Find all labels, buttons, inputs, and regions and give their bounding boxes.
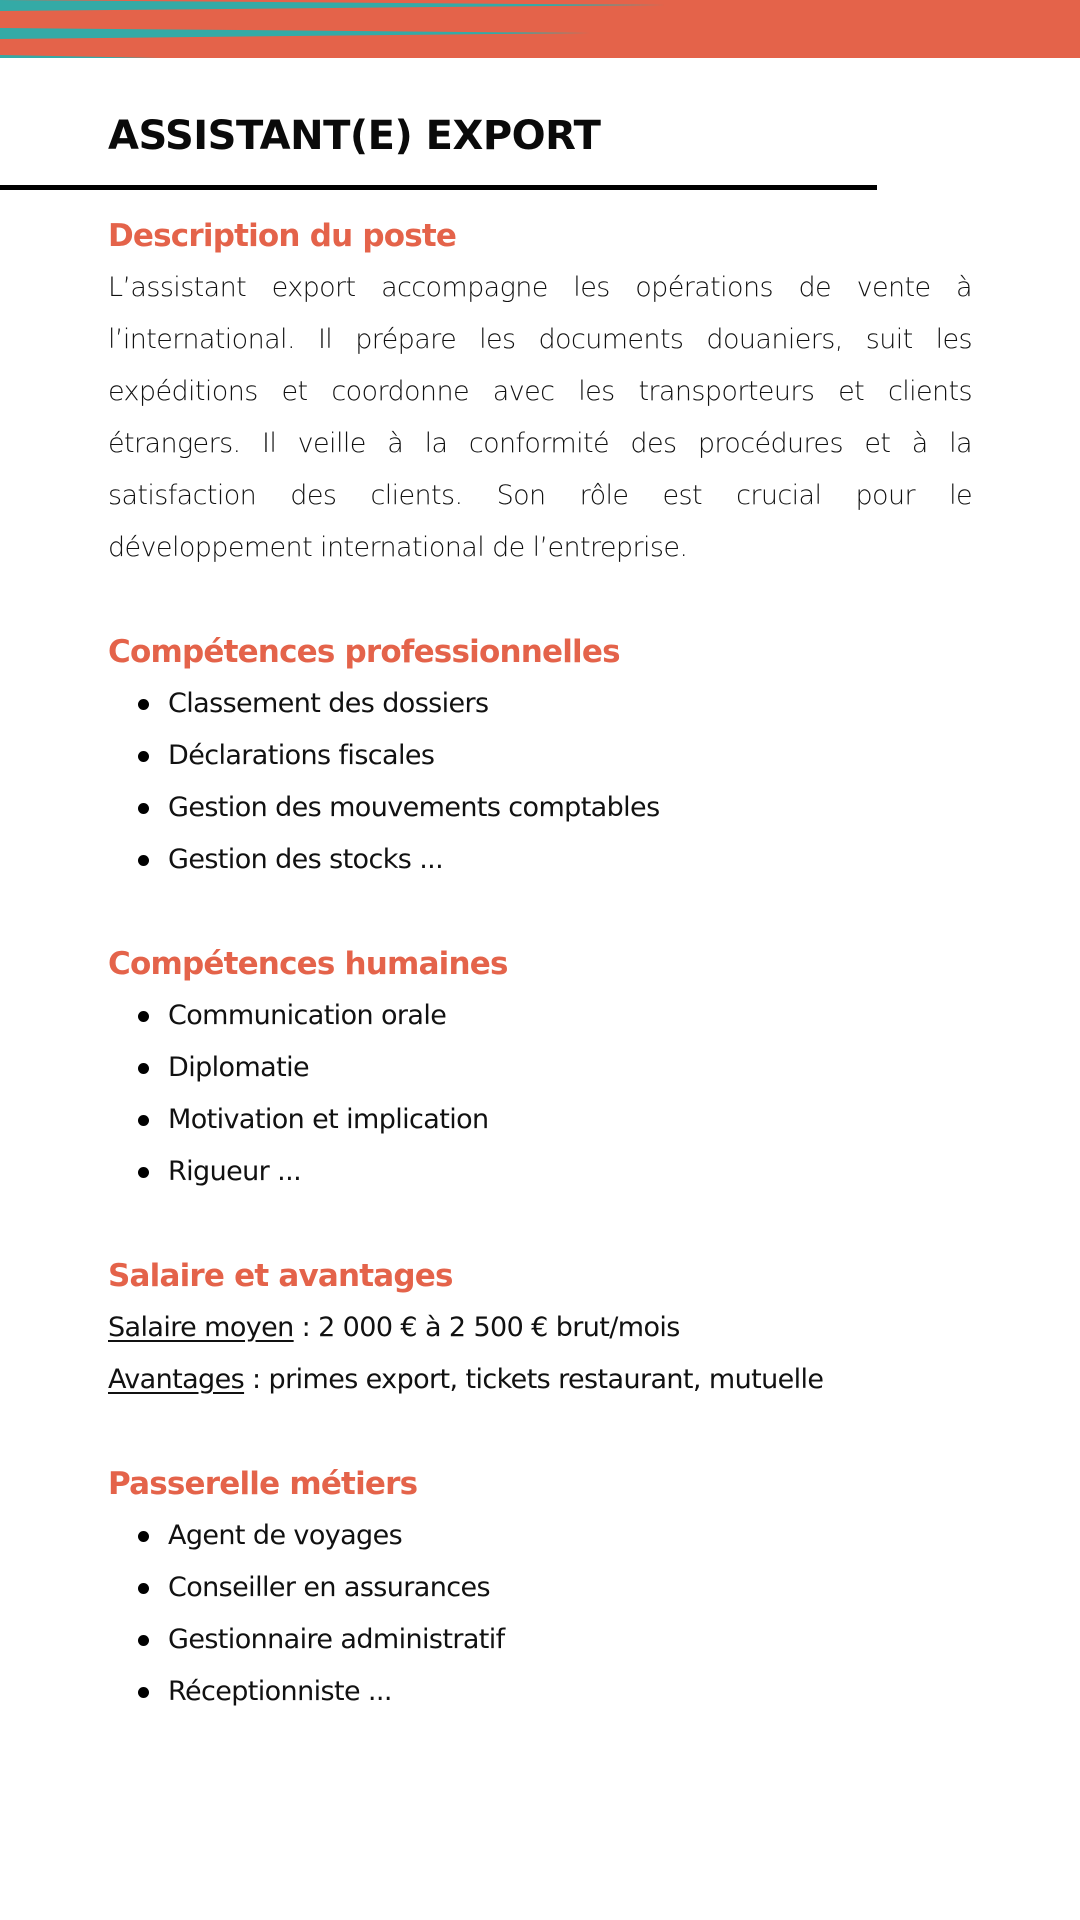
list-item-label: Motivation et implication [168,1104,489,1135]
section-salary [108,1250,972,1406]
section-description [108,210,972,574]
salary-value: 2 000 € à 2 500 € brut/mois [318,1312,680,1343]
list-item [108,1510,972,1562]
section-heading: Salaire et avantages [108,1258,453,1294]
list-item-label: Gestion des mouvements comptables [168,792,660,823]
bullet-icon [138,1635,149,1646]
section-heading: Passerelle métiers [108,1466,418,1502]
section-heading: Description du poste [108,218,457,254]
list-item-label: Déclarations fiscales [168,740,435,771]
bullet-icon [138,803,149,814]
list-item [108,834,972,886]
bullet-icon [138,1531,149,1542]
list-item [108,678,972,730]
list-item [108,1146,972,1198]
section-professional-skills [108,626,972,886]
title-divider [0,185,877,190]
list-item-label: Rigueur ... [168,1156,302,1187]
bullet-icon [138,1011,149,1022]
list-item-label: Gestion des stocks ... [168,844,444,875]
bullet-icon [138,855,149,866]
salary-label: Salaire moyen [108,1312,294,1343]
bullet-icon [138,1063,149,1074]
human-skills-list [108,990,972,1198]
list-item [108,1666,972,1718]
list-item [108,990,972,1042]
bullet-icon [138,1115,149,1126]
header-decorative-band [0,0,1080,58]
page-title: ASSISTANT(E) EXPORT [108,113,601,159]
list-item-label: Agent de voyages [168,1520,403,1551]
benefits-label: Avantages [108,1364,245,1395]
bullet-icon [138,1687,149,1698]
description-text: L’assistant export accompagne les opérations de vente à l’international. Il prépare les documents douaniers, suit les expéditions et coordonne avec les transporteurs et clients étrangers. Il veille à la conformité des procédures et à la satisfaction des clients. Son rôle est crucial pour le développement international de l’entreprise. [108,272,972,563]
list-item-label: Conseiller en assurances [168,1572,490,1603]
salary-line [108,1302,972,1354]
list-item [108,1042,972,1094]
separator: : [244,1364,269,1395]
bullet-icon [138,1583,149,1594]
bullet-icon [138,1167,149,1178]
separator: : [293,1312,319,1343]
list-item [108,730,972,782]
list-item [108,1562,972,1614]
professional-skills-list [108,678,972,886]
striped-banner-graphic [0,0,1080,58]
list-item-label: Gestionnaire administratif [168,1624,505,1655]
list-item-label: Diplomatie [168,1052,309,1083]
list-item-label: Réceptionniste ... [168,1676,392,1707]
section-heading: Compétences humaines [108,946,508,982]
section-heading: Compétences professionnelles [108,634,620,670]
list-item [108,1614,972,1666]
bullet-icon [138,751,149,762]
list-item [108,1094,972,1146]
benefits-value: primes export, tickets restaurant, mutuelle [268,1364,824,1395]
bullet-icon [138,699,149,710]
list-item-label: Classement des dossiers [168,688,489,719]
career-paths-list [108,1510,972,1718]
section-human-skills [108,938,972,1198]
list-item [108,782,972,834]
benefits-line [108,1354,972,1406]
list-item-label: Communication orale [168,1000,447,1031]
section-career-paths [108,1458,972,1718]
job-sheet-content [108,210,972,1770]
